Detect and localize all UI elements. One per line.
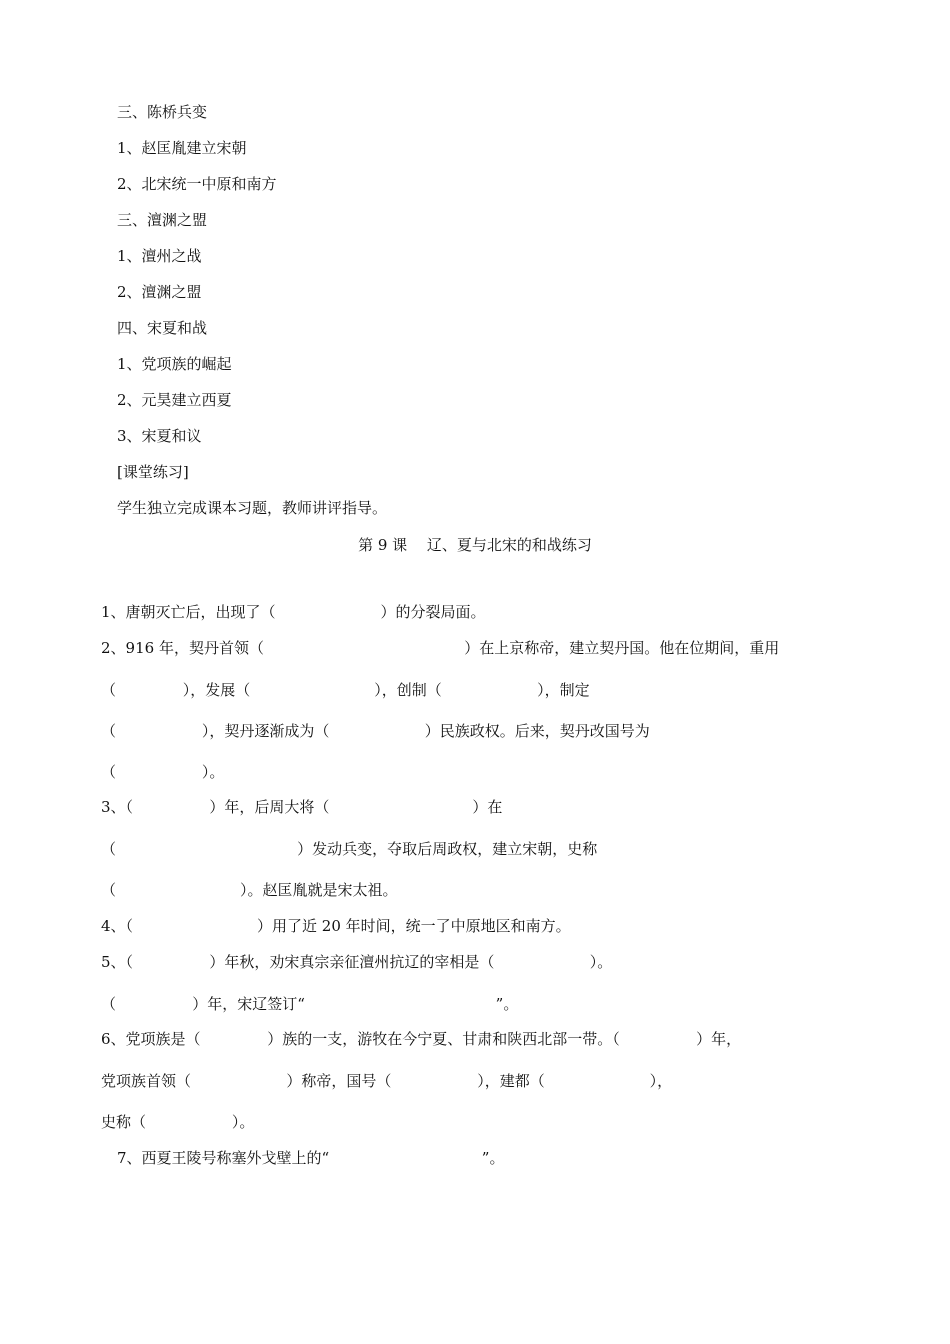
outline-item: 3、宋夏和议: [117, 427, 202, 445]
question-6-line-3: 史称（ ）。: [101, 1113, 255, 1131]
exercise-title: 第 9 课 辽、夏与北宋的和战练习: [358, 536, 592, 554]
question-3-line-3: （ ）。赵匡胤就是宋太祖。: [101, 881, 398, 899]
question-3: 3、（ ）年，后周大将（ ）在: [101, 798, 503, 816]
question-5-line-2: （ ）年，宋辽签订“ ”。: [101, 995, 519, 1013]
question-5: 5、（ ）年秋，劝宋真宗亲征澶州抗辽的宰相是（ ）。: [101, 953, 613, 971]
classroom-exercise-heading: [课堂练习]: [117, 463, 189, 481]
outline-item: 2、元昊建立西夏: [117, 391, 232, 409]
question-2-line-4: （ ）。: [101, 763, 225, 781]
question-2-line-2: （ ），发展（ ），创制（ ），制定: [101, 681, 590, 699]
outline-heading-songxia: 四、宋夏和战: [117, 319, 208, 337]
classroom-exercise-text: 学生独立完成课本习题，教师讲评指导。: [117, 499, 388, 517]
question-2: 2、916 年，契丹首领（ ）在上京称帝，建立契丹国。他在位期间，重用: [101, 639, 780, 657]
outline-item: 2、澶渊之盟: [117, 283, 202, 301]
question-6-line-2: 党项族首领（ ）称帝，国号（ ），建都（ ），: [101, 1072, 673, 1090]
question-4: 4、（ ）用了近 20 年时间，统一了中原地区和南方。: [101, 917, 571, 935]
question-2-line-3: （ ），契丹逐渐成为（ ）民族政权。后来，契丹改国号为: [101, 722, 650, 740]
outline-item: 1、澶州之战: [117, 247, 202, 265]
outline-item: 2、北宋统一中原和南方: [117, 175, 277, 193]
outline-item: 1、赵匡胤建立宋朝: [117, 139, 247, 157]
question-6: 6、党项族是（ ）族的一支，游牧在今宁夏、甘肃和陕西北部一带。（ ）年，: [101, 1030, 742, 1048]
outline-heading-chenqiao: 三、陈桥兵变: [117, 103, 208, 121]
question-7: 7、西夏王陵号称塞外戈壁上的“ ”。: [117, 1149, 505, 1167]
outline-item: 1、党项族的崛起: [117, 355, 232, 373]
outline-heading-chanyuan: 三、澶渊之盟: [117, 211, 208, 229]
question-1: 1、唐朝灭亡后，出现了（ ）的分裂局面。: [101, 603, 486, 621]
question-3-line-2: （ ）发动兵变，夺取后周政权，建立宋朝，史称: [101, 840, 598, 858]
